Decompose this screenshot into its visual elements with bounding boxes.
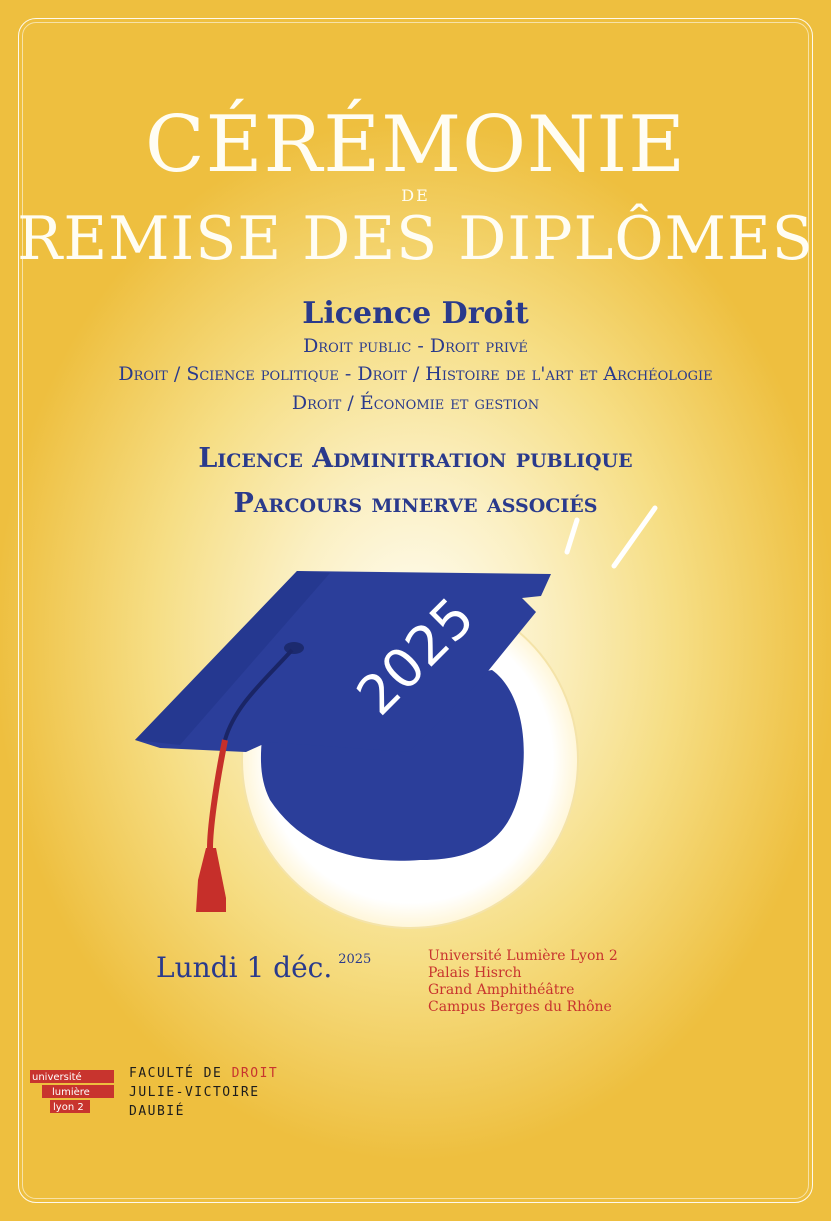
sparkle-line (614, 508, 655, 566)
venue-line: Campus Berges du Rhône (428, 999, 612, 1015)
venue-line: Université Lumière Lyon 2 (428, 948, 618, 964)
licence-droit-line: Droit / Science politique - Droit / Histoire de l'art et Archéologie (118, 363, 713, 385)
faculty-highlight: DROIT (231, 1066, 279, 1081)
university-logo (30, 1068, 114, 1116)
licence-droit-heading: Licence Droit (302, 296, 529, 331)
title-remise-des-diplomes: REMISE DES DIPLÔMES (17, 204, 814, 274)
cap-button (284, 642, 304, 654)
tassel (196, 848, 226, 912)
faculty-line: DAUBIÉ (129, 1104, 185, 1119)
logo-text: université (32, 1072, 82, 1083)
tassel-cord-red (210, 740, 225, 848)
event-date (156, 940, 371, 988)
venue-line: Palais Hisrch (428, 965, 522, 981)
sparkle-line (567, 520, 577, 552)
title-ceremonie: CÉRÉMONIE (144, 100, 687, 190)
logo-text: lumière (52, 1087, 90, 1098)
venue-block (428, 948, 618, 1016)
licence-droit-line: Droit public - Droit privé (303, 335, 528, 357)
venue-line: Grand Amphithéâtre (428, 982, 575, 998)
cap-year: 2025 (344, 585, 487, 728)
licence-droit-line: Droit / Économie et gestion (291, 392, 540, 414)
faculty-name (129, 1064, 278, 1121)
title-connector: DE (401, 186, 430, 205)
event-year: 2025 (338, 952, 372, 967)
logo-text: lyon 2 (53, 1102, 84, 1113)
licence-administration-heading: Licence Adminitration publique (198, 443, 633, 474)
event-date-text: Lundi 1 déc. (156, 951, 333, 984)
faculty-prefix: FACULTÉ DE (129, 1066, 232, 1081)
faculty-line: JULIE-VICTOIRE (129, 1085, 260, 1100)
parcours-minerve-heading: Parcours minerve associés (233, 488, 598, 519)
